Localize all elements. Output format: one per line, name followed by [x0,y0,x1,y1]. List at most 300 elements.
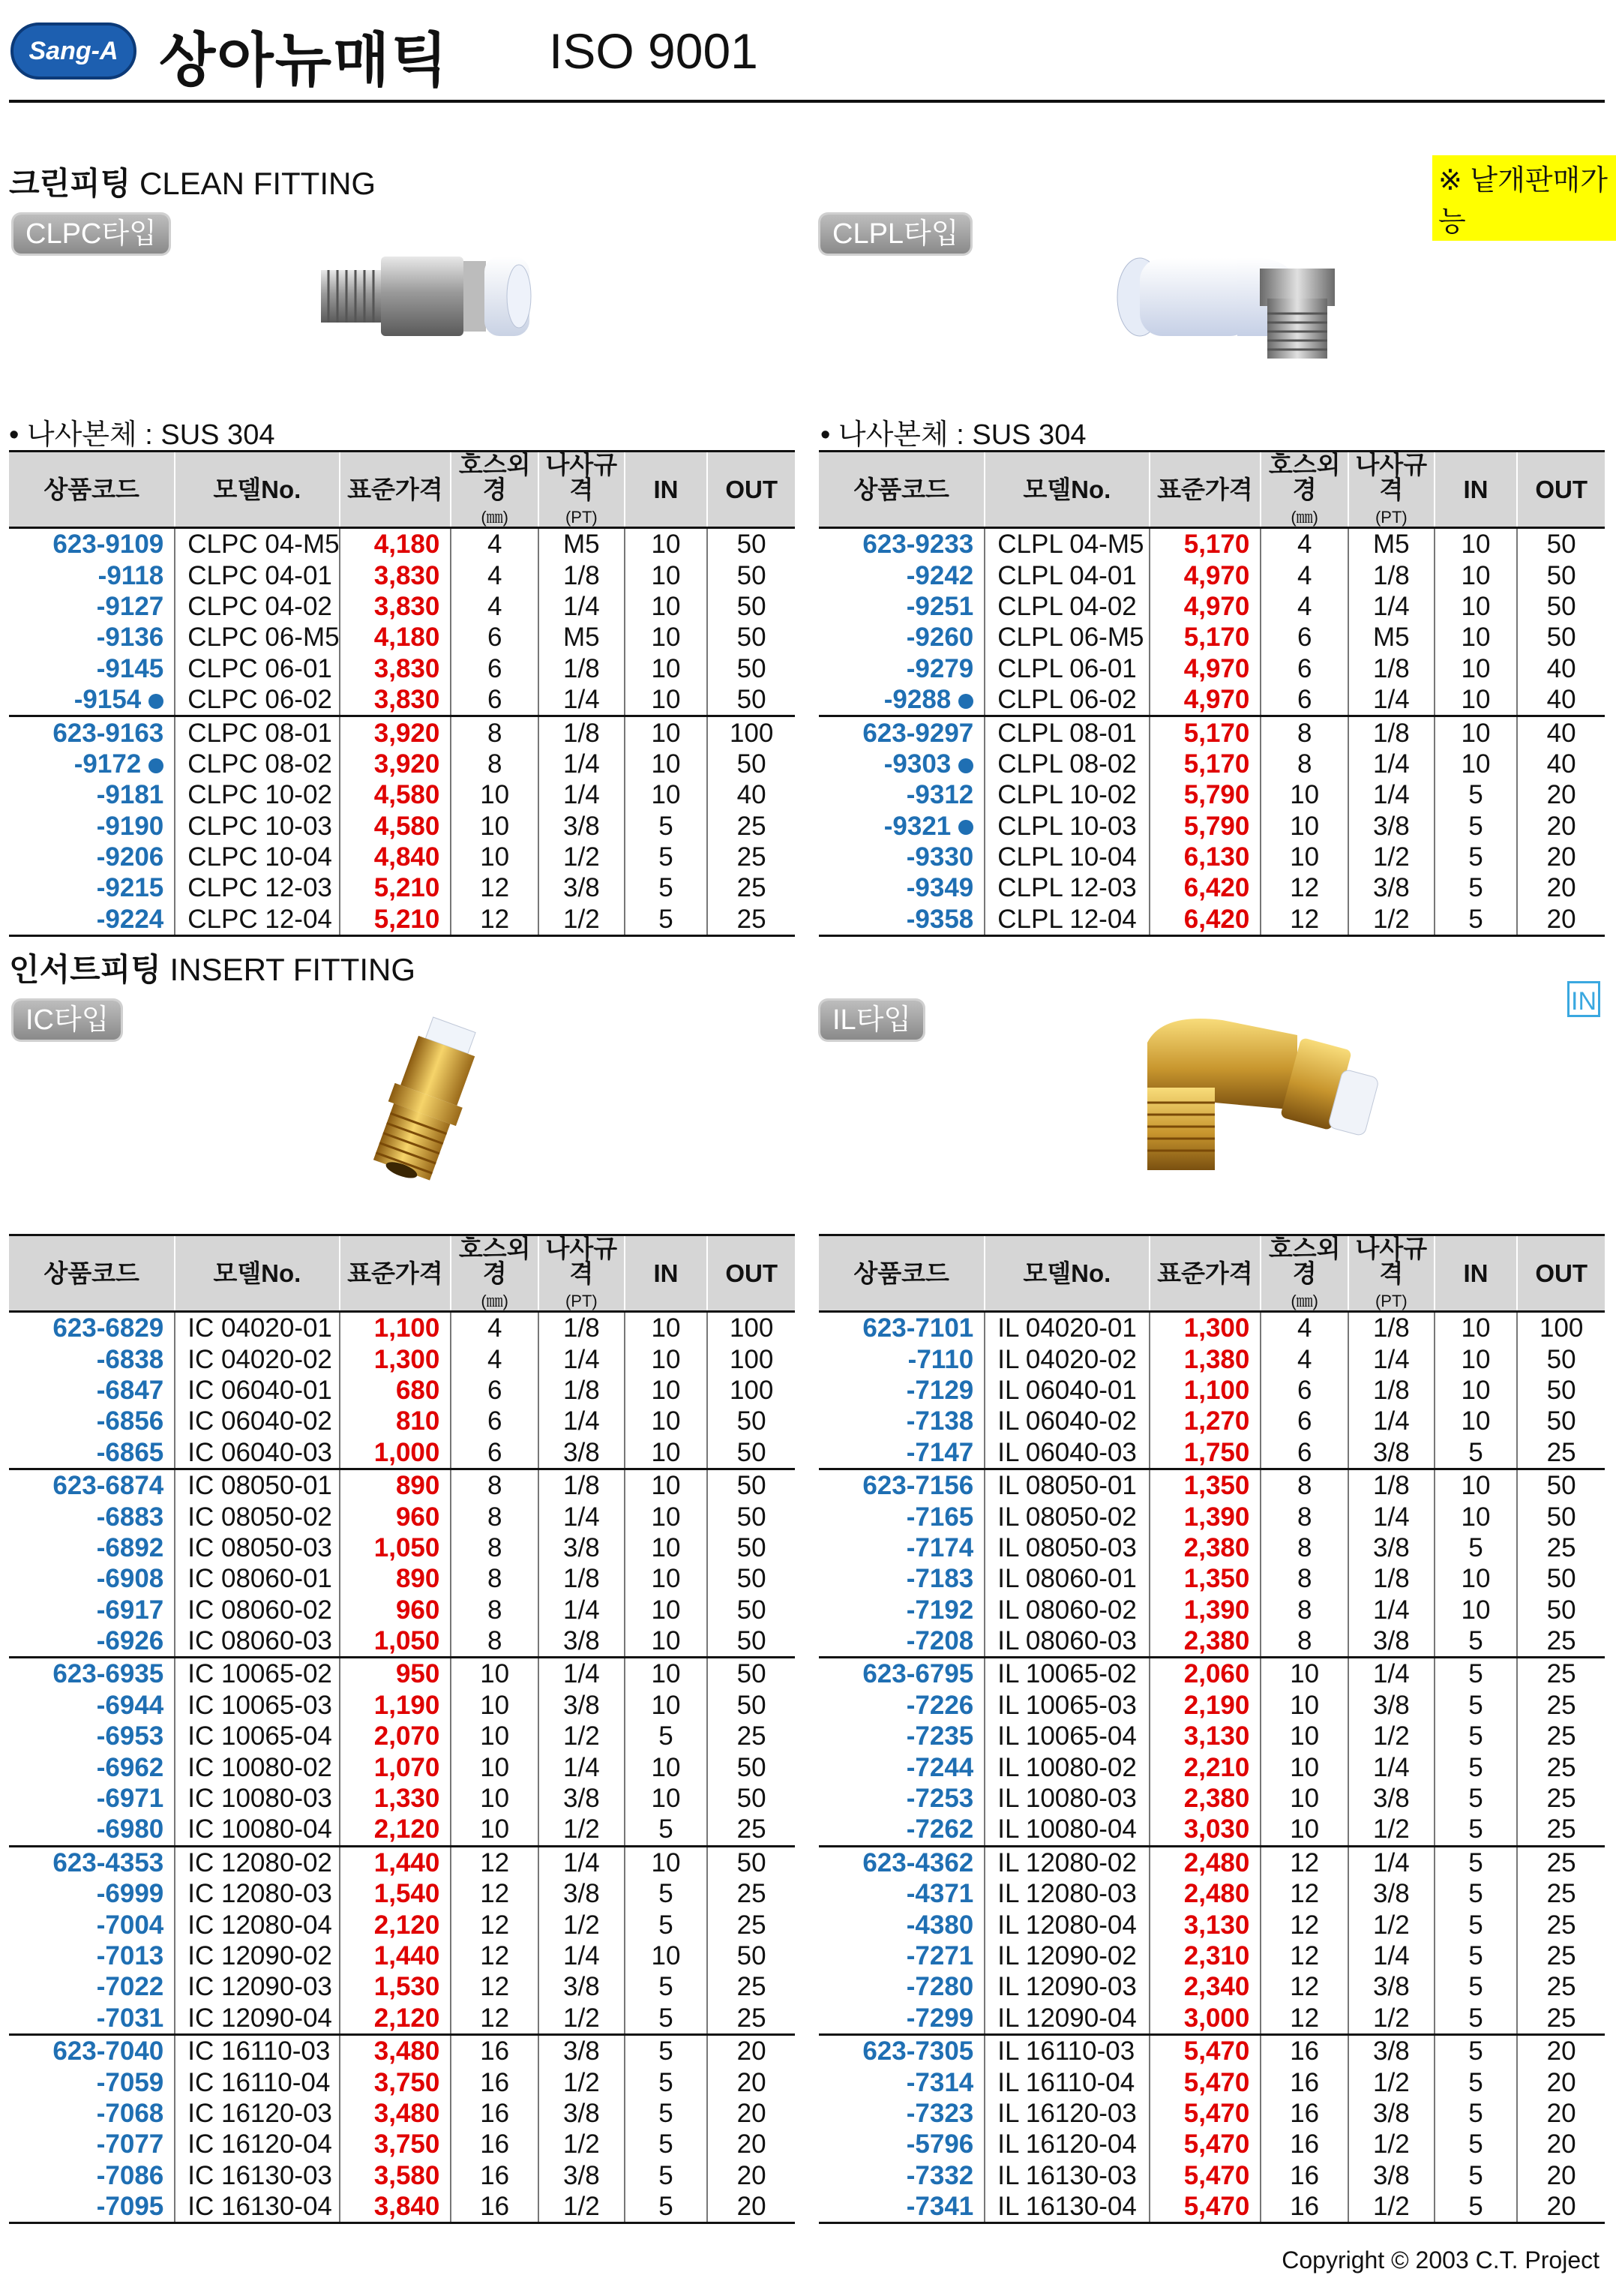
product-code-cell [819,1469,985,1501]
out-qty: 25 [707,904,795,936]
in-qty: 5 [1435,2066,1518,2097]
thread-size: 3/8 [1348,1690,1435,1721]
thread-size: 1/8 [1348,716,1435,749]
in-qty: 5 [625,842,708,872]
standard-price: 1,270 [1150,1406,1261,1436]
header-thread [1348,1235,1435,1312]
product-code-cell [819,1343,985,1374]
table-row [9,1658,795,1690]
product-code-cell [9,1312,175,1344]
standard-price: 2,120 [340,2003,451,2035]
hose-od: 10 [451,779,538,810]
out-qty: 100 [707,1343,795,1374]
in-qty: 10 [625,622,708,653]
model-number: IC 08050-02 [175,1501,339,1532]
product-code: -6838 [96,1344,164,1374]
table-row [9,1721,795,1751]
hose-od: 10 [1261,1751,1348,1782]
model-number: IC 06040-01 [175,1375,339,1406]
in-qty: 10 [1435,1595,1518,1625]
model-number: IL 16120-04 [985,2129,1149,2159]
product-code-cell [9,1469,175,1501]
standard-price: 3,830 [340,653,451,684]
product-code-cell [819,1846,985,1878]
header-in [625,1235,708,1312]
model-number: IC 16110-04 [175,2066,339,2097]
standard-price: 1,440 [340,1846,451,1878]
out-qty: 50 [707,653,795,684]
table-row [819,2066,1605,2097]
model-number: CLPC 10-04 [175,842,339,872]
table-row [819,2098,1605,2129]
table-row [819,2129,1605,2159]
in-qty: 10 [1435,1501,1518,1532]
product-code-cell [9,811,175,842]
in-qty: 5 [625,2191,708,2223]
model-number: IL 16110-03 [985,2034,1149,2066]
product-code: -7183 [906,1564,974,1594]
out-qty: 25 [1517,1971,1605,2002]
table-row [9,653,795,684]
thread-size: 1/2 [1348,2191,1435,2223]
insert-title-en: INSERT FITTING [169,952,416,987]
product-code: -7147 [906,1437,974,1467]
product-code-cell [9,716,175,749]
product-code-cell [819,779,985,810]
out-qty: 25 [707,2003,795,2035]
hose-od: 12 [1261,1971,1348,2002]
in-qty: 5 [1435,2003,1518,2035]
product-code-cell [9,1501,175,1532]
thread-size: 1/4 [1348,1406,1435,1436]
model-number: CLPC 06-01 [175,653,339,684]
hose-od: 6 [451,1437,538,1469]
in-qty: 5 [1435,904,1518,936]
table-row [819,560,1605,590]
out-qty: 20 [1517,904,1605,936]
standard-price: 2,060 [1150,1658,1261,1690]
thread-size: 1/2 [1348,2066,1435,2097]
table-row [819,1595,1605,1625]
table-row [9,1783,795,1814]
thread-size: 3/8 [1348,872,1435,903]
product-code: -7031 [96,2003,164,2033]
out-qty: 50 [1517,1595,1605,1625]
in-qty: 5 [1435,2160,1518,2191]
header-thread [538,452,625,528]
hose-od: 6 [451,1406,538,1436]
standard-price: 5,470 [1150,2034,1261,2066]
thread-size: 1/8 [538,1469,625,1501]
product-code: -5796 [906,2129,974,2159]
standard-price: 3,030 [1150,1814,1261,1846]
thread-size: 1/8 [538,653,625,684]
product-code-cell [9,904,175,936]
product-code-cell [9,779,175,810]
hose-od: 6 [1261,1437,1348,1469]
hose-od: 16 [1261,2129,1348,2159]
hose-od: 6 [1261,684,1348,716]
out-qty: 50 [707,1437,795,1469]
hose-od: 8 [451,1563,538,1594]
table-row [819,2160,1605,2191]
product-code: -7235 [906,1721,974,1751]
model-number: CLPC 10-02 [175,779,339,810]
header-price [340,452,451,528]
product-code-cell [9,842,175,872]
hose-od: 10 [1261,811,1348,842]
out-qty: 20 [1517,872,1605,903]
thread-size: 1/2 [1348,904,1435,936]
hose-od: 16 [451,2098,538,2129]
hose-od: 12 [451,872,538,903]
stock-dot-icon [148,694,163,709]
in-qty: 5 [1435,1658,1518,1690]
product-code: 623-7305 [862,2036,974,2066]
product-code: -7174 [906,1532,974,1562]
header-price [340,1235,451,1312]
table-row [9,779,795,810]
model-number: IC 16110-03 [175,2034,339,2066]
standard-price: 1,440 [340,1940,451,1971]
clpl-material: • 나사본체 : SUS 304 [820,419,1087,451]
hose-od: 6 [1261,653,1348,684]
product-code: -7332 [906,2160,974,2190]
header-out [707,1235,795,1312]
product-code-cell [819,1532,985,1563]
table-header-row [9,1235,795,1312]
standard-price: 5,470 [1150,2129,1261,2159]
standard-price: 5,470 [1150,2160,1261,2191]
in-qty: 10 [625,1375,708,1406]
table-header-row [819,452,1605,528]
in-qty: 5 [1435,1971,1518,2002]
out-qty: 50 [1517,1469,1605,1501]
hose-od: 10 [451,811,538,842]
model-number: CLPL 06-M5 [985,622,1149,653]
in-qty: 5 [1435,1690,1518,1721]
header-in [1435,452,1518,528]
model-number: CLPC 08-01 [175,716,339,749]
thread-size: 3/8 [538,1878,625,1909]
thread-size: 1/2 [1348,2003,1435,2035]
product-code-cell [9,1751,175,1782]
table-row [9,872,795,903]
thread-size: 1/4 [538,1751,625,1782]
product-code: -7192 [906,1595,974,1625]
header-thread-unit: (PT) [565,508,598,527]
thread-size: 1/2 [538,842,625,872]
standard-price: 960 [340,1595,451,1625]
out-qty: 40 [1517,749,1605,779]
hose-od: 10 [451,1751,538,1782]
product-code-cell [819,622,985,653]
product-code-cell [9,1909,175,1940]
standard-price: 950 [340,1658,451,1690]
product-code-cell [819,716,985,749]
out-qty: 20 [1517,2098,1605,2129]
out-qty: 20 [707,2160,795,2191]
product-code: 623-4353 [52,1847,164,1877]
header-model [175,452,339,528]
out-qty: 25 [1517,1909,1605,1940]
hose-od: 6 [451,1375,538,1406]
product-code: -7013 [96,1941,164,1970]
table-row [819,2034,1605,2066]
header-model-label: 모델No. [213,1259,301,1287]
hose-od: 10 [1261,1658,1348,1690]
product-code-cell [9,2066,175,2097]
model-number: CLPL 08-02 [985,749,1149,779]
in-badge: IN [1567,981,1600,1017]
clean-fitting-title [9,159,376,204]
in-qty: 5 [1435,1878,1518,1909]
hose-od: 10 [1261,1814,1348,1846]
product-code: -7095 [96,2192,164,2222]
product-code-cell [9,1940,175,1971]
product-code: -6953 [96,1721,164,1751]
out-qty: 50 [707,1690,795,1721]
hose-od: 12 [451,904,538,936]
out-qty: 25 [707,1971,795,2002]
in-qty: 10 [1435,749,1518,779]
model-number: IL 04020-01 [985,1312,1149,1344]
model-number: IL 08050-01 [985,1469,1149,1501]
table-row [819,2191,1605,2223]
standard-price: 4,180 [340,528,451,560]
hose-od: 12 [1261,1940,1348,1971]
header-hose-od-unit: (㎜) [1291,1292,1319,1310]
thread-size: 1/4 [538,1501,625,1532]
in-qty: 5 [1435,1814,1518,1846]
hose-od: 8 [451,749,538,779]
out-qty: 50 [707,749,795,779]
out-qty: 25 [1517,2003,1605,2035]
model-number: IL 12090-03 [985,1971,1149,2002]
in-qty: 10 [625,1690,708,1721]
ic-type-badge: IC타입 [13,1001,121,1040]
standard-price: 810 [340,1406,451,1436]
thread-size: 1/2 [1348,842,1435,872]
thread-size: 3/8 [1348,1532,1435,1563]
header-code-label: 상품코드 [43,1259,139,1287]
standard-price: 2,380 [1150,1783,1261,1814]
out-qty: 20 [1517,2129,1605,2159]
product-code: -7280 [906,1972,974,2002]
in-qty: 5 [1435,1909,1518,1940]
thread-size: 3/8 [538,2160,625,2191]
model-number: IL 12080-04 [985,1909,1149,1940]
out-qty: 50 [707,1595,795,1625]
in-qty: 10 [625,1940,708,1971]
table-row [9,591,795,622]
out-qty: 50 [707,1940,795,1971]
header-price-label: 표준가격 [1157,1259,1253,1287]
individual-sale-note: ※ 낱개판매가능 [1432,155,1616,241]
product-code: -9181 [96,780,164,810]
table-row [819,842,1605,872]
standard-price: 4,840 [340,842,451,872]
model-number: IL 08060-02 [985,1595,1149,1625]
header-model-label: 모델No. [213,476,301,503]
table-row [9,1469,795,1501]
out-qty: 100 [707,1312,795,1344]
product-code-cell [819,1312,985,1344]
table-row [9,1437,795,1469]
in-qty: 10 [625,528,708,560]
out-qty: 50 [707,1563,795,1594]
thread-size: 1/8 [1348,560,1435,590]
in-qty: 5 [1435,1532,1518,1563]
standard-price: 5,790 [1150,811,1261,842]
out-qty: 50 [1517,528,1605,560]
product-code: -7068 [96,2098,164,2128]
thread-size: 1/2 [1348,1909,1435,1940]
model-number: CLPL 04-02 [985,591,1149,622]
product-code: -7165 [906,1502,974,1532]
product-code-cell [9,2034,175,2066]
standard-price: 4,970 [1150,591,1261,622]
product-code-cell [819,591,985,622]
product-code-cell [819,749,985,779]
model-number: IC 16120-04 [175,2129,339,2159]
out-qty: 25 [707,842,795,872]
in-qty: 10 [1435,622,1518,653]
standard-price: 4,970 [1150,684,1261,716]
header-hose-od [451,452,538,528]
table-row [819,1469,1605,1501]
thread-size: 1/4 [538,591,625,622]
product-code: -9145 [96,653,164,683]
standard-price: 6,420 [1150,872,1261,903]
product-code: -9349 [906,873,974,903]
header-code [819,1235,985,1312]
model-number: IL 06040-03 [985,1437,1149,1469]
stock-dot-icon [958,758,973,773]
standard-price: 4,180 [340,622,451,653]
out-qty: 50 [707,560,795,590]
product-code: -9303 [883,749,952,779]
out-qty: 20 [1517,2191,1605,2223]
out-qty: 50 [1517,1406,1605,1436]
product-code: -6856 [96,1406,164,1436]
hose-od: 16 [451,2129,538,2159]
product-code: -9251 [906,591,974,621]
product-code: -7208 [906,1626,974,1656]
hose-od: 16 [451,2160,538,2191]
thread-size: 3/8 [538,2098,625,2129]
product-code-cell [819,1940,985,1971]
header-code [819,452,985,528]
product-code: -7299 [906,2003,974,2033]
standard-price: 1,100 [340,1312,451,1344]
header-in [1435,1235,1518,1312]
in-qty: 5 [625,2160,708,2191]
standard-price: 1,390 [1150,1595,1261,1625]
out-qty: 20 [707,2034,795,2066]
model-number: CLPL 08-01 [985,716,1149,749]
hose-od: 10 [451,1814,538,1846]
header-hose-od-unit: (㎜) [481,508,509,527]
il-fitting-image [1117,998,1387,1185]
product-code-cell [819,1563,985,1594]
header-divider [9,100,1605,103]
in-qty: 10 [625,653,708,684]
out-qty: 20 [707,2066,795,2097]
thread-size: 1/4 [538,1846,625,1878]
in-qty: 10 [1435,591,1518,622]
product-code-cell [9,684,175,716]
model-number: CLPL 10-02 [985,779,1149,810]
thread-size: 1/4 [1348,1595,1435,1625]
table-row [9,2003,795,2035]
in-qty: 10 [1435,716,1518,749]
in-qty: 10 [625,1625,708,1658]
hose-od: 12 [1261,2003,1348,2035]
table-row [9,2129,795,2159]
in-qty: 10 [1435,1343,1518,1374]
product-code: 623-7101 [862,1313,974,1343]
product-code-cell [819,2034,985,2066]
out-qty: 25 [1517,1437,1605,1469]
product-code-cell [819,1625,985,1658]
thread-size: 3/8 [1348,1971,1435,2002]
out-qty: 25 [1517,1721,1605,1751]
header-hose-od-label: 호스외경 [1268,1235,1341,1287]
hose-od: 10 [451,1690,538,1721]
table-row [9,842,795,872]
table-row [819,1312,1605,1344]
hose-od: 16 [451,2066,538,2097]
product-code: -9330 [906,842,974,872]
product-code-cell [819,1690,985,1721]
in-qty: 10 [1435,1406,1518,1436]
table-row [9,622,795,653]
standard-price: 1,350 [1150,1469,1261,1501]
table-row [9,2066,795,2097]
product-code-cell [9,560,175,590]
table-row [9,1940,795,1971]
in-qty: 10 [625,716,708,749]
model-number: IC 04020-01 [175,1312,339,1344]
product-code: 623-7040 [52,2036,164,2066]
standard-price: 3,130 [1150,1721,1261,1751]
thread-size: 1/4 [538,684,625,716]
thread-size: 1/4 [538,1595,625,1625]
stock-dot-icon [958,694,973,709]
il-price-table [819,1234,1605,2224]
model-number: IL 10065-02 [985,1658,1149,1690]
product-code-cell [9,1563,175,1594]
out-qty: 50 [707,1658,795,1690]
thread-size: 1/2 [1348,1721,1435,1751]
standard-price: 2,480 [1150,1846,1261,1878]
thread-size: 1/4 [538,779,625,810]
in-qty: 5 [1435,1437,1518,1469]
hose-od: 12 [451,1878,538,1909]
product-code-cell [9,1343,175,1374]
product-code: -7004 [96,1910,164,1940]
product-code: -9206 [96,842,164,872]
product-code: -7077 [96,2129,164,2159]
header-model [985,452,1149,528]
product-code: 623-6829 [52,1313,164,1343]
model-number: IL 08050-02 [985,1501,1149,1532]
in-qty: 10 [625,684,708,716]
model-number: IC 12090-02 [175,1940,339,1971]
hose-od: 4 [451,1343,538,1374]
product-code-cell [819,1783,985,1814]
